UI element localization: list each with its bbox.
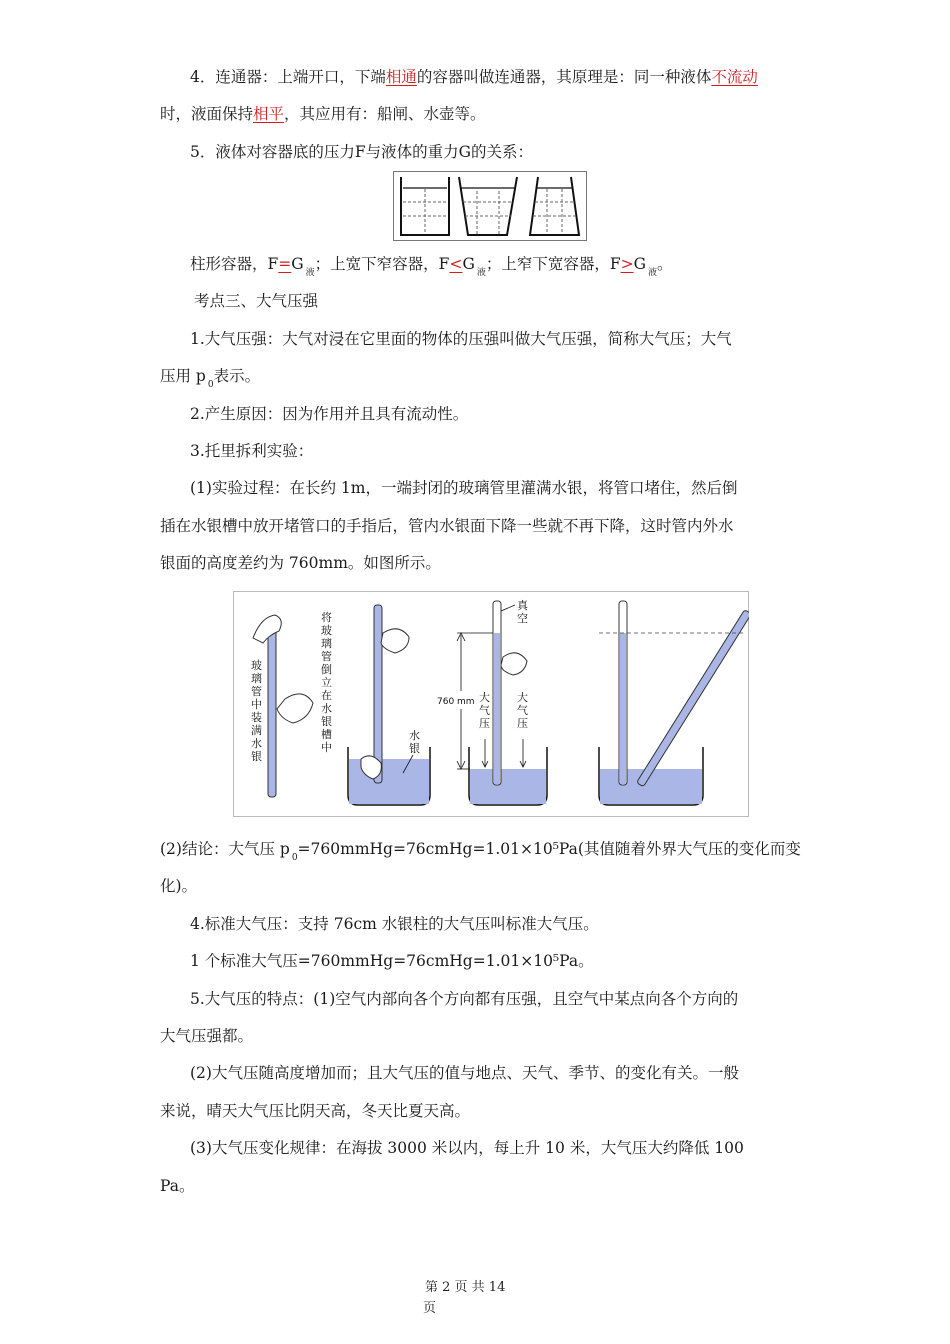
section3-title: 考点三、大气压强 (194, 292, 319, 310)
answer-buliudong: 不流动 (711, 68, 758, 86)
container-figure (393, 171, 587, 241)
svg-text:管: 管 (321, 650, 332, 663)
p5-line5: (3)大气压变化规律：在海拔 3000 米以内，每上升 10 米，大气压大约降低 100 (190, 1139, 744, 1157)
svg-text:银: 银 (409, 742, 420, 755)
svg-text:气: 气 (517, 704, 528, 717)
p3a-line1: (1)实验过程：在长约 1m，一端封闭的玻璃管里灌满水银，将管口堵住，然后倒 (190, 479, 738, 497)
item5-line: 5．液体对容器底的压力F与液体的重力G的关系： (190, 143, 533, 161)
svg-text:满: 满 (251, 724, 262, 737)
item4-line1: 4．连通器：上端开口，下端相通的容器叫做连通器，其原理是：同一种液体不流动 (190, 68, 758, 86)
relation-equal: = (278, 255, 292, 273)
label-vacuum: 真 (517, 599, 528, 612)
p5-line3: (2)大气压随高度增加而；且大气压的值与地点、天气、季节、的变化有关。一般 (190, 1064, 739, 1082)
svg-text:气: 气 (479, 704, 490, 717)
svg-text:空: 空 (517, 612, 528, 625)
svg-text:中: 中 (251, 698, 262, 711)
svg-text:装: 装 (251, 711, 262, 724)
label-760mm: 760 mm (437, 697, 475, 707)
answer-xiangtong: 相通 (385, 68, 417, 86)
label-atm-right: 大 (517, 691, 528, 704)
container-relations: 柱形容器，F=G $_液$；上宽下窄容器，F<G $_液$；上窄下宽容器，F>G $_液$。 (190, 255, 673, 278)
relation-less: < (449, 255, 463, 273)
page-number: 第 2 页 共 14 (425, 1280, 506, 1295)
p5-line2: 大气压强都。 (160, 1027, 254, 1045)
p1-line2: 压用 p $_0$表示。 (160, 367, 261, 390)
p2-line: 2.产生原因：因为作用并且具有流动性。 (190, 405, 469, 423)
label-invert-1: 将 (321, 611, 332, 624)
p3b-line1: (2)结论：大气压 p $_0$=760mmHg=76cmHg=1.01×10⁵Pa(其值随着外界大气压的变化而变 (160, 840, 801, 863)
svg-text:中: 中 (321, 741, 332, 754)
torricelli-figure (233, 591, 749, 817)
label-mercury: 水 (409, 729, 420, 742)
svg-text:管: 管 (251, 685, 262, 698)
svg-text:水: 水 (251, 737, 262, 750)
svg-text:银: 银 (321, 715, 332, 728)
p3-line: 3.托里拆利实验： (190, 442, 314, 460)
relation-greater: > (620, 255, 634, 273)
p3a-line3: 银面的高度差约为 760mm。如图所示。 (160, 554, 441, 572)
p3b-line2: 化)。 (160, 877, 198, 895)
p1-line1: 1.大气压强：大气对浸在它里面的物体的压强叫做大气压强，简称大气压；大气 (190, 330, 732, 348)
answer-xiangping: 相平 (253, 105, 285, 123)
svg-text:玻: 玻 (321, 624, 332, 637)
svg-text:在: 在 (321, 689, 332, 702)
svg-text:压: 压 (517, 717, 528, 730)
svg-text:倒: 倒 (321, 663, 332, 676)
p5-line4: 来说，晴天大气压比阴天高，冬天比夏天高。 (160, 1102, 471, 1120)
p5-line6: Pa。 (160, 1177, 195, 1195)
svg-text:立: 立 (321, 676, 332, 689)
p4-line1: 4.标准大气压：支持 76cm 水银柱的大气压叫标准大气压。 (190, 915, 599, 933)
p3a-line2: 插在水银槽中放开堵管口的手指后，管内水银面下降一些就不再下降，这时管内外水 (160, 517, 734, 535)
svg-text:水: 水 (321, 702, 332, 715)
item4-line2: 时，液面保持相平，其应用有：船闸、水壶等。 (160, 105, 486, 123)
label-fill-1: 玻 (251, 659, 262, 672)
svg-text:银: 银 (251, 750, 262, 763)
page-number-suffix: 页 (423, 1301, 437, 1316)
p4-line2: 1 个标准大气压=760mmHg=76cmHg=1.01×10⁵Pa。 (190, 952, 594, 970)
svg-text:璃: 璃 (251, 672, 262, 685)
svg-text:槽: 槽 (321, 728, 332, 741)
svg-text:璃: 璃 (321, 637, 332, 650)
label-atm-left: 大 (479, 691, 490, 704)
svg-text:压: 压 (479, 717, 490, 730)
p5-line1: 5.大气压的特点：(1)空气内部向各个方向都有压强，且空气中某点向各个方向的 (190, 990, 739, 1008)
